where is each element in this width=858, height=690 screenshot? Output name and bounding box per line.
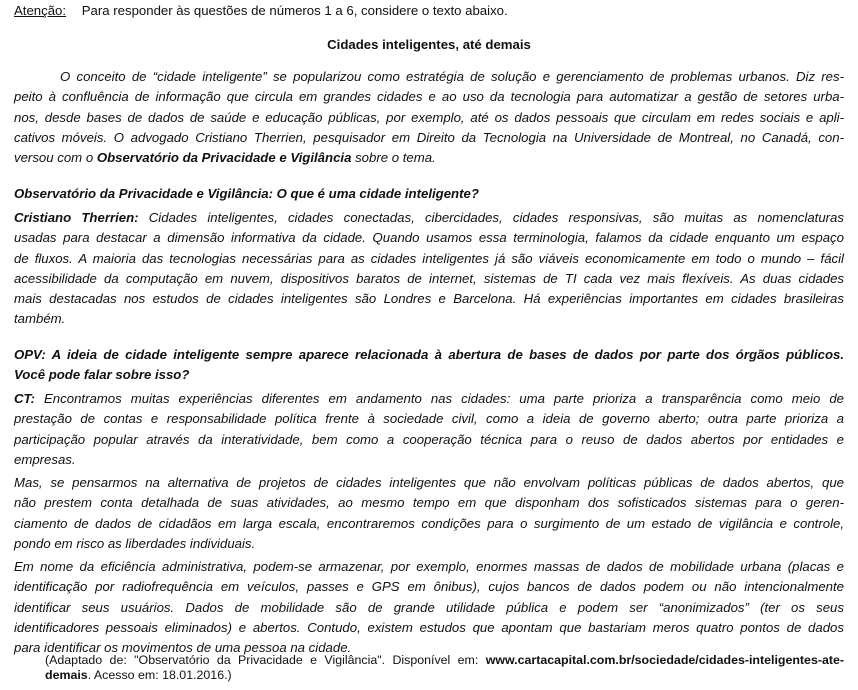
text-line: prestação de contas e responsabilidade política frente à sociedade civil, como a ideia de governo aberto; outra parte prioriza a — [14, 411, 844, 427]
text-line: ciamento de dados de cidadãos em larga escala, encontraremos condições para o surgimento de um estado de vigilância e controle, — [14, 515, 844, 531]
text-line: Você pode falar sobre isso? — [14, 367, 190, 383]
notice-line — [14, 3, 508, 18]
citation-suffix: . Acesso em: 18.01.2016.) — [87, 668, 232, 682]
text-line: empresas. — [14, 451, 76, 467]
text-line: identificar seus usuários. Dados de mobilidade são de grande utilidade pública e podem ser “anonimizados” (ter os seus — [14, 599, 844, 615]
text-line: também. — [14, 311, 66, 327]
text-line: cativos móveis. O advogado Cristiano Therrien, pesquisador em Direito da Tecnologia na Universidade de Montreal, no Canadá, con- — [14, 129, 844, 145]
source-url-continued: demais — [45, 668, 88, 682]
text-segment: versou com o — [14, 150, 97, 166]
speaker-label: CT: — [14, 391, 35, 406]
speaker-label: Cristiano Therrien: — [14, 210, 139, 225]
text-line: não prestem conta detalhada de suas atividades, ao mesmo tempo em que disponham dos sofisticados sistemas para o geren- — [14, 495, 844, 511]
text-line: O conceito de “cidade inteligente” se popularizou como estratégia de solução e gerenciamento de problemas urbanos. Diz res- — [60, 69, 844, 84]
text-line: de fluxos. A maioria das tecnologias necessárias para as cidades inteligentes já são viáveis economicamente em todo o mundo – fácil — [14, 250, 844, 266]
organization-name: Observatório da Privacidade e Vigilância — [96, 150, 352, 166]
text-line: Em nome da eficiência administrativa, podem-se armazenar, por exemplo, enormes massas de dados de mobilidade urbana (placas e — [14, 559, 844, 574]
text-line: usadas para destacar a dimensão informativa da cidade. Quando usamos essa terminologia, falamos da cidade enquanto um espaço — [14, 230, 844, 246]
text-line: Mas, se pensarmos na alternativa de projetos de cidades inteligentes que não envolvam políticas públicas de dados abertos, que — [14, 475, 844, 490]
text-line — [45, 653, 844, 668]
intro-paragraph — [14, 67, 844, 168]
answer-2 — [14, 389, 844, 470]
text-line — [14, 208, 844, 228]
text-line — [14, 148, 844, 168]
answer-1 — [14, 208, 844, 330]
text-line: peito à confluência de informação que circula em grandes cidades e ao uso da tecnologia para automatizar a gestão de setores urba- — [14, 89, 844, 105]
text-line: acessibilidade da computação em nuvem, dispositivos baratos de internet, sistemas de TI cada vez mais flexíveis. As duas cidades — [14, 270, 844, 286]
question-1: Observatório da Privacidade e Vigilância: O que é uma cidade inteligente? — [14, 186, 479, 201]
text-line: identificadores pessoais eliminados) e abertos. Contudo, existem estudos que apontam que bastariam meros quatro pontos de dados — [14, 619, 844, 635]
citation-prefix: (Adaptado de: "Observatório da Privacidade e Vigilância". Disponível em: — [45, 653, 486, 667]
text-segment: Encontramos muitas experiências diferentes em andamento nas cidades: uma parte prioriza a transparência como meio de — [35, 391, 844, 406]
notice-label: Atenção: — [14, 3, 67, 18]
text-line — [14, 389, 844, 409]
text-line: mais destacadas nos estudos de cidades inteligentes são Londres e Barcelona. Há experiências importantes em cidades brasileiras — [14, 291, 844, 307]
text-line — [45, 668, 844, 683]
text-line: OPV: A ideia de cidade inteligente sempre aparece relacionada à abertura de bases de dados por parte dos órgãos públicos. — [14, 347, 844, 362]
question-2 — [14, 345, 844, 386]
text-segment: Cidades inteligentes, cidades conectadas, cibercidades, cidades responsivas, são muitas as nomenclaturas — [138, 210, 844, 225]
paragraph-4 — [14, 557, 844, 658]
text-line: para identificar os movimentos de uma pessoa na cidade. — [14, 640, 352, 656]
text-line: nos, desde bases de dados de saúde e educação públicas, por exemplo, até os dados pessoais que circulam em redes sociais e apli- — [14, 109, 844, 125]
notice-text: Para responder às questões de números 1 a 6, considere o texto abaixo. — [81, 3, 508, 18]
paragraph-3 — [14, 473, 844, 554]
source-citation — [45, 653, 844, 683]
text-line: pondo em risco as liberdades individuais. — [14, 535, 256, 551]
text-line: participação popular através da interatividade, bem como a cooperação técnica para o reuso de dados abertos por entidades e — [14, 431, 844, 447]
text-line: identificação por radiofrequência em veículos, passes e GPS em ônibus), cujos bancos de dados podem ou não intencionalmente — [14, 579, 844, 595]
source-url: www.cartacapital.com.br/sociedade/cidades-inteligentes-ate- — [485, 653, 844, 667]
text-segment: sobre o tema. — [351, 150, 436, 166]
article-title: Cidades inteligentes, até demais — [327, 37, 531, 52]
